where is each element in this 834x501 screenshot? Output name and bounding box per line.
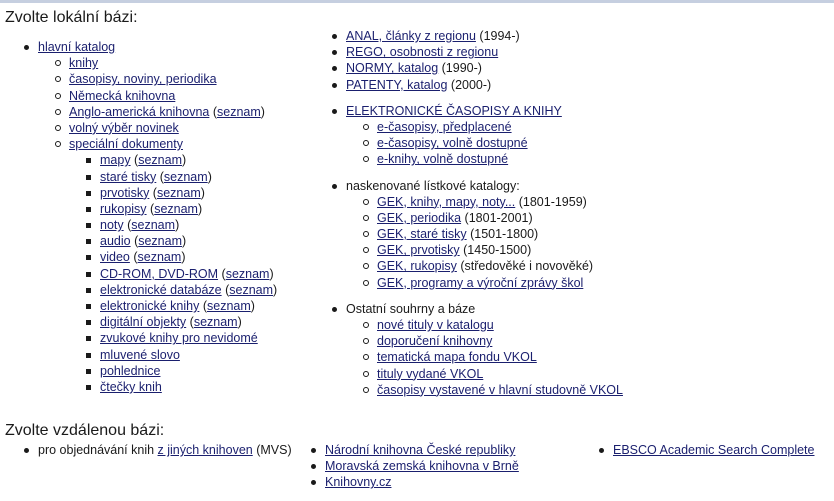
catalog-subitem-link[interactable]: Německá knihovna [69, 88, 176, 103]
ejournals-link[interactable]: ELEKTRONICKÉ ČASOPISY A KNIHY [346, 103, 562, 118]
catalog-subitem-list-link[interactable]: seznam [217, 104, 261, 119]
special-document-list-link[interactable]: seznam [156, 185, 201, 200]
special-document-item[interactable]: elektronické knihy (seznam) [100, 298, 277, 314]
ebsco-item[interactable] [613, 442, 814, 458]
ebsco-link[interactable]: EBSCO Academic Search Complete [613, 443, 815, 457]
special-document-item[interactable] [100, 379, 277, 395]
special-document-list-link[interactable]: seznam [163, 169, 208, 184]
other-databases-item [346, 301, 623, 317]
other-db-link[interactable]: časopisy vystavené v hlavní studovně VKOL [377, 382, 623, 397]
ejournal-link[interactable]: e-časopisy, volně dostupné [377, 136, 528, 151]
special-document-item[interactable] [100, 363, 277, 379]
regional-db-date-range: (1990-) [438, 61, 482, 76]
special-document-item[interactable]: CD-ROM, DVD-ROM (seznam) [100, 266, 277, 282]
scanned-catalog-date-range: (středověké i novověké) [456, 259, 594, 274]
regional-db-date-range: (1994-) [475, 29, 520, 43]
special-document-item[interactable]: prvotisky (seznam) [100, 185, 277, 201]
remote-library-link[interactable]: Národní knihovna České republiky [325, 443, 516, 457]
special-document-item[interactable]: rukopisy (seznam) [100, 201, 277, 217]
scanned-catalogs-item [346, 178, 623, 194]
main-catalog-children [69, 55, 277, 152]
special-document-item[interactable]: audio (seznam) [100, 233, 277, 249]
other-db-link[interactable]: doporučení knihovny [377, 334, 493, 349]
special-document-link[interactable]: mapy [100, 153, 131, 168]
regional-db-link[interactable]: PATENTY, katalog [346, 77, 448, 92]
special-document-list-link[interactable]: seznam [138, 234, 183, 249]
other-db-item[interactable] [377, 349, 623, 365]
catalog-subitem-link[interactable]: volný výběr novinek [69, 120, 179, 135]
right-column [346, 28, 623, 398]
ejournal-item[interactable] [377, 151, 623, 167]
other-db-item[interactable] [377, 317, 623, 333]
special-document-link[interactable]: elektronické knihy [100, 299, 200, 313]
scanned-catalog-item[interactable] [377, 258, 623, 274]
catalog-subitem-item[interactable] [69, 120, 277, 136]
regional-db-item[interactable] [346, 28, 623, 44]
special-document-link[interactable]: mluvené slovo [100, 347, 180, 362]
scanned-catalog-item[interactable] [377, 242, 623, 258]
catalog-subitem-item[interactable] [69, 71, 277, 87]
mvs-suffix: (MVS) [252, 443, 292, 457]
scanned-catalog-item[interactable] [377, 210, 623, 226]
special-document-link[interactable]: digitální objekty [100, 315, 187, 330]
remote-library-link[interactable]: Moravská zemská knihovna v Brně [325, 459, 519, 474]
special-document-link[interactable]: pohlednice [100, 363, 161, 378]
scanned-catalog-link[interactable]: GEK, programy a výroční zprávy škol [377, 275, 584, 290]
regional-db-link[interactable]: ANAL, články z regionu [346, 29, 476, 43]
scanned-catalog-link[interactable]: GEK, staré tisky [377, 227, 467, 242]
top-border [0, 0, 834, 3]
scanned-catalogs-children [377, 194, 623, 291]
catalog-subitem-link[interactable]: speciální dokumenty [69, 137, 183, 152]
catalog-subitem-link[interactable]: Anglo-americká knihovna [69, 104, 210, 119]
other-db-item[interactable] [377, 382, 623, 398]
local-heading: Zvolte lokální bázi: [5, 9, 138, 26]
mvs-item [38, 442, 292, 458]
special-document-link[interactable]: noty [100, 218, 124, 233]
special-document-list-link[interactable]: seznam [131, 218, 176, 233]
catalog-subitem-link[interactable]: časopisy, noviny, periodika [69, 72, 217, 87]
scanned-catalog-item[interactable] [377, 226, 623, 242]
scanned-catalog-date-range: (1801-2001) [461, 210, 533, 225]
scanned-catalog-link[interactable]: GEK, rukopisy [377, 259, 457, 274]
special-document-item[interactable]: mapy (seznam) [100, 152, 277, 168]
special-document-link[interactable]: rukopisy [100, 201, 147, 216]
special-document-link[interactable]: audio [100, 234, 131, 249]
remote-heading: Zvolte vzdálenou bázi: [5, 422, 165, 439]
special-document-link[interactable]: staré tisky [100, 169, 157, 184]
special-document-link[interactable]: zvukové knihy pro nevidomé [100, 331, 258, 346]
other-db-link[interactable]: tituly vydané VKOL [377, 366, 484, 381]
scanned-catalogs-label: naskenované lístkové katalogy: [346, 178, 520, 193]
regional-db-link[interactable]: REGO, osobnosti z regionu [346, 45, 499, 60]
main-catalog-link[interactable]: hlavní katalog [38, 40, 116, 54]
special-document-item[interactable]: digitální objekty (seznam) [100, 314, 277, 330]
ejournal-item[interactable] [377, 135, 623, 151]
special-document-item[interactable]: noty (seznam) [100, 217, 277, 233]
ejournals-children [377, 119, 623, 168]
ejournal-link[interactable]: e-časopisy, předplacené [377, 119, 512, 134]
scanned-catalog-item[interactable] [377, 194, 623, 210]
remote-libraries-section [325, 442, 519, 491]
mvs-prefix: pro objednávání knih [38, 443, 158, 457]
scanned-catalog-link[interactable]: GEK, periodika [377, 210, 462, 225]
ejournal-link[interactable]: e-knihy, volně dostupné [377, 152, 509, 167]
ejournal-item[interactable] [377, 119, 623, 135]
remote-library-item[interactable] [325, 474, 519, 490]
regional-db-item[interactable] [346, 60, 623, 76]
other-db-item[interactable] [377, 366, 623, 382]
scanned-catalog-item[interactable] [377, 275, 623, 291]
regional-db-item[interactable] [346, 44, 623, 60]
scanned-catalog-date-range: (1450-1500) [459, 243, 532, 258]
regional-db-link[interactable]: NORMY, katalog [346, 61, 439, 76]
remote-library-link[interactable]: Knihovny.cz [325, 475, 392, 490]
main-catalog-item[interactable] [38, 39, 277, 55]
remote-library-item[interactable] [325, 458, 519, 474]
scanned-catalog-date-range: (1501-1800) [466, 227, 539, 242]
catalog-subitem-item[interactable] [69, 88, 277, 104]
catalog-subitem-link[interactable]: knihy [69, 56, 99, 71]
remote-ebsco-section [613, 442, 814, 458]
scanned-catalog-date-range: (1801-1959) [515, 194, 587, 209]
catalog-subitem-item[interactable] [69, 136, 277, 152]
special-documents-list [100, 152, 277, 395]
mvs-link[interactable]: z jiných knihoven [157, 443, 253, 457]
special-document-list-link[interactable]: seznam [207, 299, 251, 313]
special-document-list-link[interactable]: seznam [225, 266, 270, 281]
regional-db-date-range: (2000-) [447, 77, 492, 92]
regional-db-item[interactable] [346, 77, 623, 93]
other-db-link[interactable]: nové tituly v katalogu [377, 318, 494, 332]
special-document-link[interactable]: elektronické databáze [100, 282, 222, 297]
special-document-link[interactable]: prvotisky [100, 185, 150, 200]
special-document-list-link[interactable]: seznam [137, 250, 182, 265]
remote-libraries-list [325, 442, 519, 491]
other-db-link[interactable]: tematická mapa fondu VKOL [377, 350, 537, 365]
special-document-item[interactable] [100, 347, 277, 363]
special-document-list-link[interactable]: seznam [138, 153, 182, 168]
scanned-catalog-link[interactable]: GEK, knihy, mapy, noty... [377, 194, 516, 209]
other-db-item[interactable] [377, 333, 623, 349]
special-document-item[interactable]: elektronické databáze (seznam) [100, 282, 278, 297]
special-document-list-link[interactable]: seznam [229, 282, 274, 297]
special-document-item[interactable] [100, 330, 277, 346]
special-document-link[interactable]: čtečky knih [100, 379, 162, 394]
special-document-link[interactable]: video [100, 250, 130, 265]
special-document-item[interactable]: video (seznam) [100, 249, 277, 265]
scanned-catalog-link[interactable]: GEK, prvotisky [377, 243, 460, 258]
remote-mvs-section [38, 442, 292, 458]
regional-list [346, 28, 623, 93]
ejournals-item[interactable] [346, 103, 623, 119]
special-document-item[interactable]: staré tisky (seznam) [100, 169, 277, 185]
main-catalog-section [38, 39, 277, 395]
catalog-subitem-item[interactable] [69, 55, 277, 71]
special-document-list-link[interactable]: seznam [193, 315, 238, 330]
catalog-subitem-item[interactable]: Anglo-americká knihovna (seznam) [69, 104, 277, 120]
other-databases-label: Ostatní souhrny a báze [346, 301, 476, 316]
special-document-link[interactable]: CD-ROM, DVD-ROM [100, 266, 219, 281]
other-databases-children [377, 317, 623, 398]
remote-library-item[interactable] [325, 442, 519, 458]
special-document-list-link[interactable]: seznam [154, 201, 198, 216]
